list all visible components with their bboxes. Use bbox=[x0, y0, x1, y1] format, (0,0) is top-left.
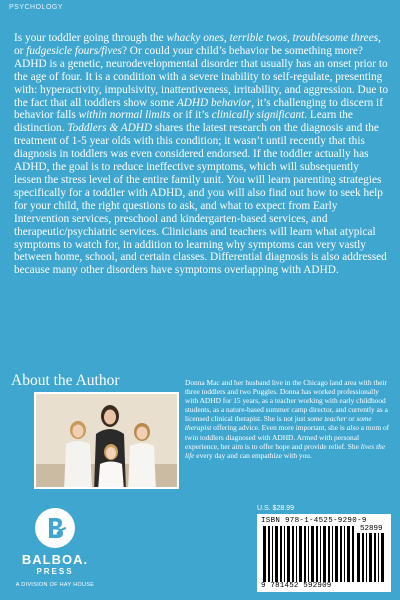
publisher-press: PRESS bbox=[36, 567, 74, 576]
publisher-name: BALBOA. bbox=[21, 552, 89, 567]
isbn-barcode bbox=[257, 514, 391, 592]
author-family-photo bbox=[34, 392, 179, 489]
isbn-number: ISBN 978-1-4525-9290-9 bbox=[261, 517, 367, 525]
publisher-division: A DIVISION OF HAY HOUSE bbox=[15, 582, 95, 588]
family-photo-illustration bbox=[36, 394, 179, 489]
ean-digits: 9 781452 592909 bbox=[261, 582, 332, 590]
about-author-heading: About the Author bbox=[11, 372, 120, 389]
ean-barcode-bars bbox=[263, 526, 355, 582]
price-label: U.S. $28.99 bbox=[257, 505, 294, 512]
category-label: PSYCHOLOGY bbox=[9, 4, 64, 11]
balboa-b-icon bbox=[35, 508, 75, 548]
balboa-seal-icon bbox=[35, 508, 75, 548]
publisher-logo bbox=[13, 508, 95, 590]
price-barcode-bars bbox=[357, 533, 387, 582]
back-cover-blurb: Is your toddler going through the whacky ones, terrible twos, troublesome threes, or fudgesicle fours/fives? Or could your child’s behavior be something more? ADHD is a genetic, neurodevelopmental disorder that usually has an onset prior to the age of four. It is a condition with a severe inability to self-regulate, presenting with: hyperactivity, impulsivity, inattentiveness, irritability, and aggression. Due to the fact that all toddlers show some ADHD behavior, it’s challenging to discern if behavior falls within normal limits or if it’s clinically significant. Learn the distinction. Toddlers & ADHD shares the latest research on the diagnosis and the treatment of 1-5 year olds with this condition; it wasn’t until recently that this diagnosis in toddlers was even considered endorsed. If the toddler actually has ADHD, the goal is to reduce ineffective symptoms, which will subsequently lessen the stress level of the entire family unit. You will learn parenting strategies specifically for a toddler with ADHD, and you will also find out how to seek help for your child, the right questions to ask, and what to expect from Early Intervention services, preschool and kindergarten-based services, and therapeutic/psychiatric services. Clinicians and teachers will learn what atypical symptoms to watch for, in addition to learning why symptoms can very vastly between home, school, and certain classes. Differential diagnosis is also addressed because many other disorders have symptoms overlapping with ADHD. bbox=[14, 32, 388, 277]
author-bio: Donna Mac and her husband live in the Chicago land area with their three toddlers and two Puggles. Donna has worked professionally with ADHD for 15 years, as a teacher working with early childhood students, as a nature-based summer camp director, and currently as a licensed clinical therapist. She is not just some teacher or some therapist offering advice. Even more important, she is also a mom of twin toddlers diagnosed with ADHD. Armed with personal experience, her aim is to offer hope and provide relief. She lives the life every day and can empathize with you. bbox=[185, 378, 390, 460]
barcode-price-code: 52899 bbox=[360, 525, 383, 533]
